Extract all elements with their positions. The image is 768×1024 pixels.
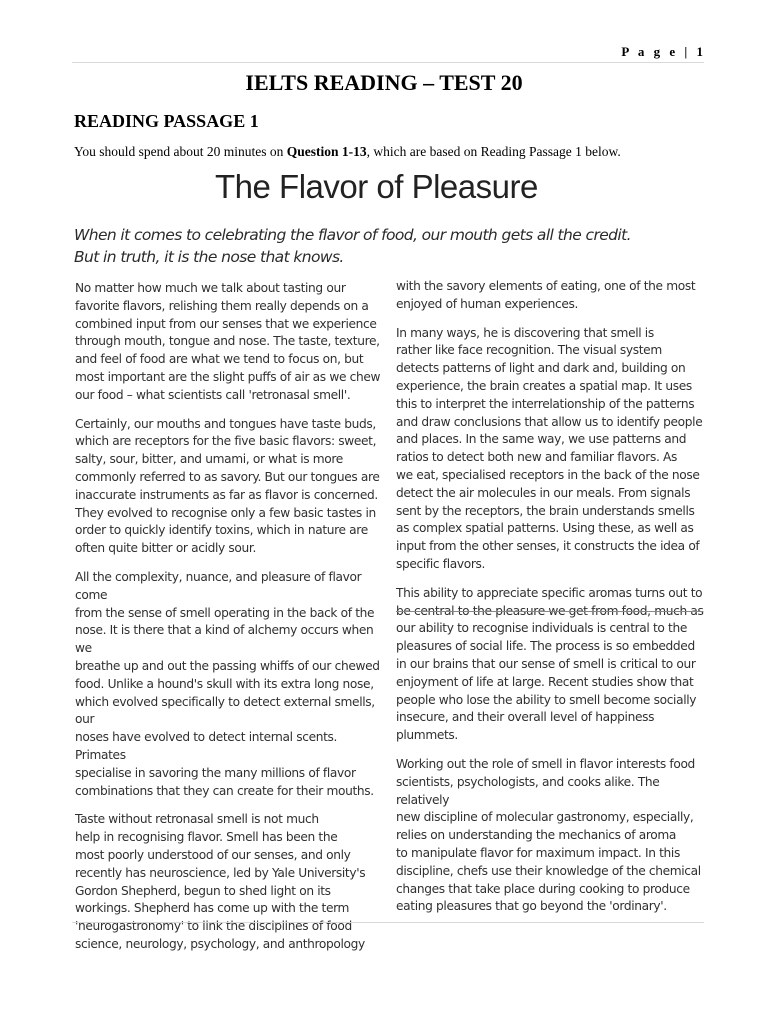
header-divider xyxy=(72,62,704,63)
paragraph-line: This ability to appreciate specific aromas turns out to xyxy=(396,585,703,600)
paragraph-text: our ability to recognise individuals is central to the pleasures of social life. The process is so embedded in our brains that our sense of smell is critical to our enjoyment of life at large. Recent studies show that people who lose the ability to smell become socially insecure, and their overall level of happiness plummets. xyxy=(396,621,697,743)
struck-through-line: be central to the pleasure we get from food, much as xyxy=(396,603,704,618)
instructions xyxy=(74,144,724,160)
article-column-left xyxy=(75,280,385,965)
instructions-question-range: Question 1-13 xyxy=(286,144,367,159)
standfirst-line: But in truth, it is the nose that knows. xyxy=(74,248,344,266)
article-paragraph: Certainly, our mouths and tongues have taste buds, which are receptors for the five basic flavors: sweet, salty, sour, bitter, and umami, or what is more commonly referred to as savory. But our tongues are inaccurate instruments as far as flavor is concerned. They evolved to recognise only a few basic tastes in order to quickly identify toxins, which in nature are often quite bitter or acidly sour. xyxy=(75,416,380,556)
footer-divider xyxy=(72,922,704,923)
page-number: P a g e | 1 xyxy=(621,44,706,59)
article-column-right xyxy=(396,278,704,927)
article-paragraph: with the savory elements of eating, one of the most enjoyed of human experiences. xyxy=(396,279,696,311)
instructions-text-before: You should spend about 20 minutes on xyxy=(74,144,287,159)
article-paragraph: Working out the role of smell in flavor interests food scientists, psychologists, and cooks alike. The relatively new discipline of molecular gastronomy, especially, relies on understanding the mechanics of aroma to manipulate flavor for maximum impact. In this discipline, chefs use their knowledge of the chemical changes that take place during cooking to produce eating pleasures that go beyond the 'ordinary'. xyxy=(396,756,701,914)
instructions-text-after: , which are based on Reading Passage 1 below. xyxy=(366,144,621,159)
article-paragraph: Taste without retronasal smell is not much help in recognising flavor. Smell has been the most poorly understood of our senses, and only recently has neuroscience, led by Yale University's Gordon Shepherd, begun to shed light on its workings. Shepherd has come up with the term 'neurogastronomy' to link the disciplines of food science, neurology, psychology, and anthropology xyxy=(75,812,366,951)
test-title: IELTS READING – TEST 20 xyxy=(245,70,523,95)
article-paragraph: In many ways, he is discovering that smell is rather like face recognition. The visual system detects patterns of light and dark and, building on experience, the brain creates a spatial map. It uses this to interpret the interrelationship of the patterns and draw conclusions that allow us to identify people and places. In the same way, we use patterns and ratios to detect both new and familiar flavors. As we eat, specialised receptors in the back of the nose detect the air molecules in our meals. From signals sent by the receptors, the brain understands smells as complex spatial patterns. Using these, as well as input from the other senses, it constructs the idea of specific flavors. xyxy=(396,325,703,571)
standfirst-line: When it comes to celebrating the flavor of food, our mouth gets all the credit. xyxy=(74,226,631,244)
article-paragraph xyxy=(396,585,704,745)
article-paragraph: All the complexity, nuance, and pleasure of flavor come from the sense of smell operating in the back of the nose. It is there that a kind of alchemy occurs when we breathe up and out the passing whiffs of our chewed food. Unlike a hound's skull with its extra long nose, which evolved specifically to detect external smells, our noses have evolved to detect internal scents. Primates specialise in savoring the many millions of flavor combinations that they can create for their mouths. xyxy=(75,569,380,798)
article-standfirst xyxy=(74,224,634,268)
article-paragraph: No matter how much we talk about tasting our favorite flavors, relishing them really depends on a combined input from our senses that we experience through mouth, tongue and nose. The taste, texture, and feel of food are what we tend to focus on, but most important are the slight puffs of air as we chew our food – what scientists call 'retronasal smell'. xyxy=(75,281,381,402)
passage-heading: READING PASSAGE 1 xyxy=(74,111,259,131)
article-title: The Flavor of Pleasure xyxy=(215,168,538,205)
